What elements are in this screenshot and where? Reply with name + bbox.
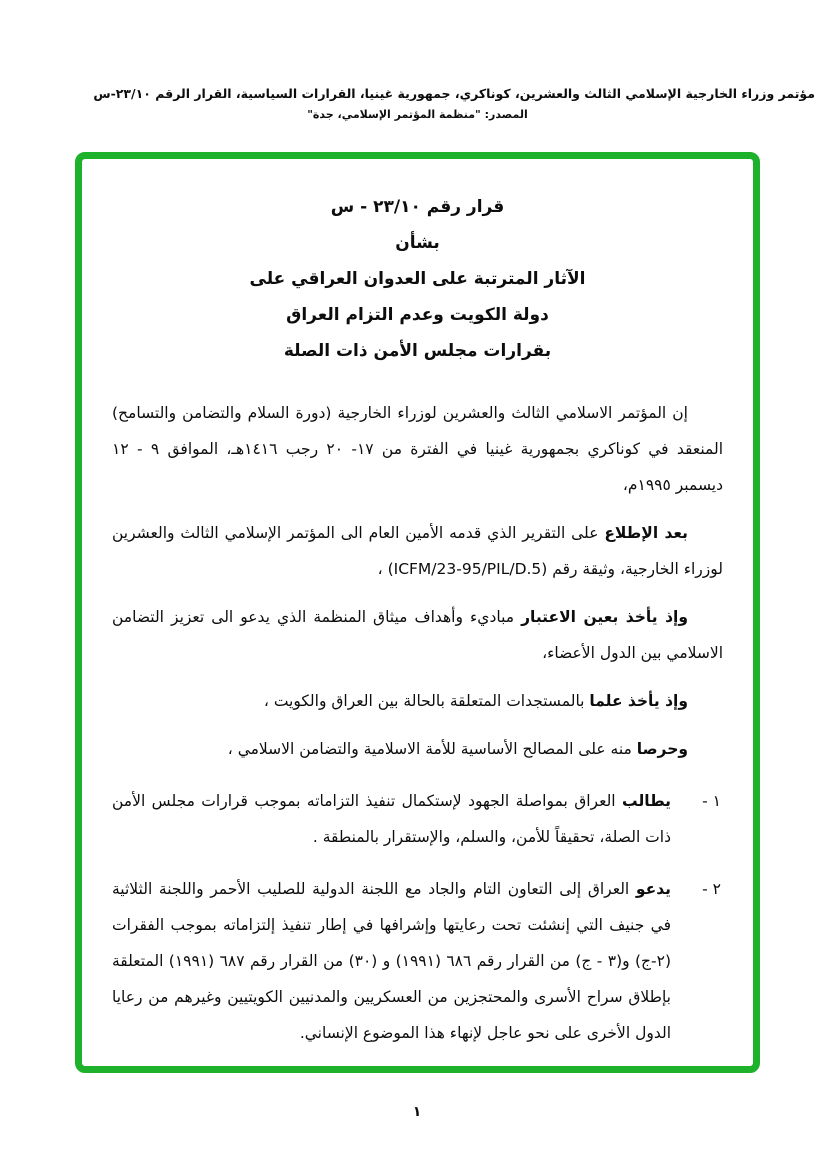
preamble-text: منه على المصالح الأساسية للأمة الاسلامية والتضامن الاسلامي ،: [227, 740, 637, 758]
green-highlight-box: [75, 152, 760, 1073]
preamble-lead: بعد الإطلاع: [604, 524, 689, 542]
title-line-subject-1: الآثار المترتبة على العدوان العراقي على: [249, 269, 586, 289]
clause-number: ١ -: [702, 792, 721, 810]
header-source-line: المصدر: "منظمة المؤتمر الإسلامي، جدة": [307, 108, 528, 121]
clause-text: العراق بمواصلة الجهود لإستكمال تنفيذ التزاماته بموجب قرارات مجلس الأمن ذات الصلة، تحقيقاً للأمن، والسلم، والإستقرار بالمنطقة .: [112, 792, 671, 846]
header-conference-line: مؤتمر وزراء الخارجية الإسلامي الثالث والعشرين، كوناكري، جمهورية غينيا، القرارات السياسية، القرار الرقم ٢٣/١٠-س: [93, 86, 815, 101]
preamble-text: مباديء وأهداف ميثاق المنظمة الذي يدعو الى تعزيز التضامن الاسلامي بين الدول الأعضاء،: [112, 608, 723, 662]
title-line-subject-2: دولة الكويت وعدم التزام العراق: [286, 305, 549, 325]
clause-lead: يطالب: [622, 792, 671, 810]
preamble-paragraph: [112, 395, 723, 503]
operative-clause-1: [112, 783, 723, 855]
document-header: [20, 86, 815, 121]
preamble-paragraph: [112, 731, 723, 767]
clause-text: العراق إلى التعاون التام والجاد مع اللجنة الدولية للصليب الأحمر واللجنة الثلاثية في جنيف التي إنشئت تحت رعايتها وإشرافها في إطار تنفيذ إلتزاماته بموجب الفقرات (٢-ج) و(٣ - ج) من القرار رقم ٦٨٦ (١٩٩١) و (٣٠) من القرار رقم ٦٨٧ (١٩٩١) المتعلقة بإطلاق سراح الأسرى والمحتجزين من العسكريين والمدنيين الكويتيين وغيرهم من رعايا الدول الأخرى على نحو عاجل لإنهاء هذا الموضوع الإنساني.: [112, 880, 672, 1042]
preamble-lead: وإذ يأخذ بعين الاعتبار: [521, 608, 688, 626]
page-number: ١: [412, 1104, 422, 1120]
preamble-paragraph: [112, 515, 723, 587]
preamble-lead: وحرصا: [636, 740, 688, 758]
resolution-title: [112, 189, 723, 369]
title-line-subject-3: بقرارات مجلس الأمن ذات الصلة: [283, 341, 552, 361]
operative-clause-2: [112, 871, 723, 1051]
clause-lead: يدعو: [635, 880, 671, 898]
preamble-paragraph: [112, 683, 723, 719]
preamble-text: بالمستجدات المتعلقة بالحالة بين العراق والكويت ،: [263, 692, 590, 710]
preamble-paragraph: [112, 599, 723, 671]
preamble-lead: وإذ يأخذ علما: [589, 692, 688, 710]
preamble-text: على التقرير الذي قدمه الأمين العام الى المؤتمر الإسلامي الثالث والعشرين لوزراء الخارجية، وثيقة رقم (ICFM/23-95/PIL/D.5) ،: [112, 524, 723, 578]
title-line-resolution-number: قرار رقم ٢٣/١٠ - س: [330, 197, 505, 217]
preamble-text: إن المؤتمر الاسلامي الثالث والعشرين لوزراء الخارجية (دورة السلام والتضامن والتسامح) المنعقد في كوناكري بجمهورية غينيا في الفترة من ١٧- ٢٠ رجب ١٤١٦هـ، الموافق ٩ - ١٢ ديسمبر ١٩٩٥م،: [112, 404, 724, 494]
resolution-body: [82, 159, 753, 1051]
clause-number: ٢ -: [702, 880, 721, 898]
title-line-regarding: بشأن: [395, 233, 440, 253]
